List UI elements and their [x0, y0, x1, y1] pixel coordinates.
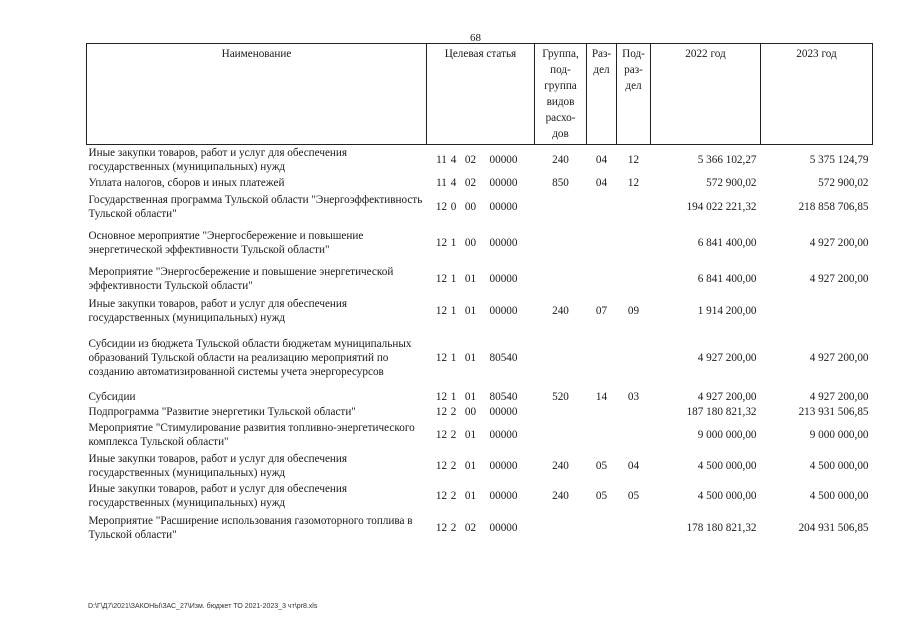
row-name: Мероприятие "Расширение использования газомоторного топлива в Тульской области"	[88, 514, 413, 541]
table-row	[87, 327, 873, 389]
target-article-part: 12	[435, 351, 448, 364]
target-article-part: 12	[435, 390, 448, 403]
row-subsection: 05	[627, 489, 640, 502]
target-article-part: 2	[450, 489, 457, 502]
row-name: Иные закупки товаров, работ и услуг для обеспечения государственных (муниципальных) нужд	[88, 146, 348, 173]
budget-table	[86, 43, 873, 545]
target-article-part: 12	[435, 200, 448, 213]
target-article-part: 0	[450, 200, 457, 213]
row-2023: 4 500 000,00	[809, 459, 869, 472]
row-2023: 4 500 000,00	[809, 489, 869, 502]
target-article-part: 01	[464, 272, 477, 285]
row-group: 240	[552, 153, 569, 166]
row-subsection	[617, 405, 651, 419]
target-article-part: 4	[450, 176, 457, 189]
target-article-part: 02	[464, 153, 477, 166]
target-article-part: 00000	[489, 236, 518, 249]
row-name: Иные закупки товаров, работ и услуг для обеспечения государственных (муниципальных) нужд	[88, 297, 348, 324]
row-target-article	[427, 191, 535, 223]
target-article-part: 1	[450, 351, 457, 364]
row-name: Основное мероприятие "Энергосбережение и повышение энергетической эффективности Тульской области"	[88, 229, 364, 256]
table-row	[87, 145, 873, 175]
target-article-part: 4	[450, 153, 457, 166]
row-section	[587, 511, 617, 545]
row-group	[535, 191, 587, 223]
row-2022: 6 841 400,00	[697, 272, 757, 285]
table-row	[87, 223, 873, 263]
row-name: Подпрограмма "Развитие энергетики Тульской области"	[88, 405, 356, 418]
table-row	[87, 511, 873, 545]
header-2023: 2023 год	[761, 44, 873, 145]
row-2022: 9 000 000,00	[697, 428, 757, 441]
row-subsection	[617, 327, 651, 389]
table-row	[87, 263, 873, 295]
target-article-part: 12	[435, 272, 448, 285]
row-2023: 572 900,02	[818, 176, 869, 189]
target-article-part: 00000	[489, 200, 518, 213]
row-2023: 9 000 000,00	[809, 428, 869, 441]
target-article-part: 01	[464, 351, 477, 364]
row-2023: 204 931 506,85	[798, 521, 869, 534]
table-row	[87, 175, 873, 191]
row-2022: 187 180 821,32	[686, 405, 757, 418]
page-number: 68	[470, 32, 481, 44]
row-section: 05	[595, 489, 608, 502]
row-target-article	[427, 481, 535, 511]
row-2023: 4 927 200,00	[809, 351, 869, 364]
table-body	[87, 145, 873, 545]
row-2022: 572 900,02	[706, 176, 757, 189]
table-row	[87, 481, 873, 511]
row-name: Иные закупки товаров, работ и услуг для обеспечения государственных (муниципальных) нужд	[88, 452, 348, 479]
row-group	[535, 327, 587, 389]
table-row	[87, 191, 873, 223]
row-subsection: 03	[627, 390, 640, 403]
target-article-part: 00000	[489, 176, 518, 189]
target-article-part: 1	[450, 236, 457, 249]
row-name: Уплата налогов, сборов и иных платежей	[88, 176, 285, 189]
row-target-article	[427, 451, 535, 481]
file-path-footer: D:\Г\Д7\2021\ЗАКОНЫ\ЗАС_27\Изм. бюджет ТО 2021-2023_3 чт\pr8.xls	[88, 603, 318, 610]
target-article-part: 1	[450, 390, 457, 403]
row-name: Субсидии	[88, 390, 136, 403]
row-name: Мероприятие "Стимулирование развития топливно-энергетического комплекса Тульской области"	[88, 421, 415, 448]
row-target-article	[427, 175, 535, 191]
row-name: Государственная программа Тульской области "Энергоэффективность Тульской области"	[88, 193, 423, 220]
target-article-part: 12	[435, 521, 448, 534]
target-article-part: 00000	[489, 153, 518, 166]
target-article-part: 00000	[489, 521, 518, 534]
target-article-part: 00	[464, 236, 477, 249]
row-target-article	[427, 223, 535, 263]
row-subsection	[617, 511, 651, 545]
row-subsection	[617, 191, 651, 223]
row-subsection	[617, 263, 651, 295]
target-article-part: 12	[435, 459, 448, 472]
row-section	[587, 263, 617, 295]
row-name: Иные закупки товаров, работ и услуг для обеспечения государственных (муниципальных) нужд	[88, 482, 348, 509]
table-row	[87, 419, 873, 451]
row-target-article	[427, 295, 535, 327]
header-name: Наименование	[87, 44, 427, 145]
target-article-part: 00	[464, 405, 477, 418]
row-group: 240	[552, 459, 569, 472]
target-article-part: 01	[464, 459, 477, 472]
row-target-article	[427, 327, 535, 389]
row-2022: 4 500 000,00	[697, 489, 757, 502]
header-group: Группа, под- группа видов расхо- дов	[535, 44, 587, 145]
row-subsection: 12	[627, 153, 640, 166]
table-row	[87, 389, 873, 405]
row-2022: 194 022 221,32	[686, 200, 757, 213]
target-article-part: 12	[435, 405, 448, 418]
row-section: 07	[595, 304, 608, 317]
target-article-part: 00	[464, 200, 477, 213]
row-2022: 1 914 200,00	[697, 304, 757, 317]
row-target-article	[427, 145, 535, 175]
row-section: 05	[595, 459, 608, 472]
row-2023: 4 927 200,00	[809, 236, 869, 249]
header-target: Целевая статья	[427, 44, 535, 145]
row-section	[587, 405, 617, 419]
header-section: Раз- дел	[587, 44, 617, 145]
target-article-part: 12	[435, 428, 448, 441]
target-article-part: 00000	[489, 489, 518, 502]
row-group	[535, 223, 587, 263]
target-article-part: 12	[435, 304, 448, 317]
row-target-article	[427, 263, 535, 295]
row-target-article	[427, 405, 535, 419]
row-2022: 4 500 000,00	[697, 459, 757, 472]
row-name: Субсидии из бюджета Тульской области бюджетам муниципальных образований Тульской области на реализацию мероприятий по созданию автоматизированной системы учета энергоресурсов	[88, 337, 412, 378]
row-section	[587, 191, 617, 223]
row-group: 240	[552, 304, 569, 317]
target-article-part: 01	[464, 304, 477, 317]
target-article-part: 2	[450, 405, 457, 418]
row-section: 04	[595, 176, 608, 189]
row-2023	[761, 295, 873, 327]
row-section: 04	[595, 153, 608, 166]
target-article-part: 12	[435, 236, 448, 249]
target-article-part: 02	[464, 521, 477, 534]
row-subsection: 09	[627, 304, 640, 317]
target-article-part: 11	[436, 153, 447, 166]
target-article-part: 1	[450, 272, 457, 285]
target-article-part: 00000	[489, 304, 518, 317]
row-2023: 4 927 200,00	[809, 390, 869, 403]
row-2022: 4 927 200,00	[697, 390, 757, 403]
target-article-part: 02	[464, 176, 477, 189]
row-group: 850	[552, 176, 569, 189]
table-row	[87, 451, 873, 481]
target-article-part: 00000	[489, 405, 518, 418]
row-2023: 213 931 506,85	[798, 405, 869, 418]
target-article-part: 01	[464, 390, 477, 403]
header-subsection: Под- раз- дел	[617, 44, 651, 145]
target-article-part: 01	[464, 428, 477, 441]
target-article-part: 80540	[489, 390, 518, 403]
target-article-part: 2	[450, 428, 457, 441]
target-article-part: 1	[450, 304, 457, 317]
target-article-part: 00000	[489, 459, 518, 472]
row-2022: 178 180 821,32	[686, 521, 757, 534]
row-group	[535, 405, 587, 419]
row-2023: 218 858 706,85	[798, 200, 869, 213]
table-row	[87, 405, 873, 419]
row-target-article	[427, 511, 535, 545]
row-2023: 5 375 124,79	[809, 153, 869, 166]
target-article-part: 2	[450, 459, 457, 472]
row-name: Мероприятие "Энергосбережение и повышение энергетической эффективности Тульской области"	[88, 265, 394, 292]
row-group: 240	[552, 489, 569, 502]
row-2022: 4 927 200,00	[697, 351, 757, 364]
target-article-part: 00000	[489, 272, 518, 285]
row-group	[535, 511, 587, 545]
target-article-part: 2	[450, 521, 457, 534]
row-section: 14	[595, 390, 608, 403]
row-2022: 5 366 102,27	[697, 153, 757, 166]
target-article-part: 80540	[489, 351, 518, 364]
row-section	[587, 223, 617, 263]
row-subsection: 04	[627, 459, 640, 472]
target-article-part: 00000	[489, 428, 518, 441]
row-2023: 4 927 200,00	[809, 272, 869, 285]
row-group: 520	[552, 390, 569, 403]
row-group	[535, 263, 587, 295]
row-subsection	[617, 419, 651, 451]
header-2022: 2022 год	[651, 44, 761, 145]
row-section	[587, 419, 617, 451]
row-target-article	[427, 419, 535, 451]
row-group	[535, 419, 587, 451]
target-article-part: 01	[464, 489, 477, 502]
row-subsection: 12	[627, 176, 640, 189]
target-article-part: 12	[435, 489, 448, 502]
row-subsection	[617, 223, 651, 263]
row-2022: 6 841 400,00	[697, 236, 757, 249]
row-target-article	[427, 389, 535, 405]
header-row	[87, 44, 873, 145]
target-article-part: 11	[436, 176, 447, 189]
row-section	[587, 327, 617, 389]
table-row	[87, 295, 873, 327]
